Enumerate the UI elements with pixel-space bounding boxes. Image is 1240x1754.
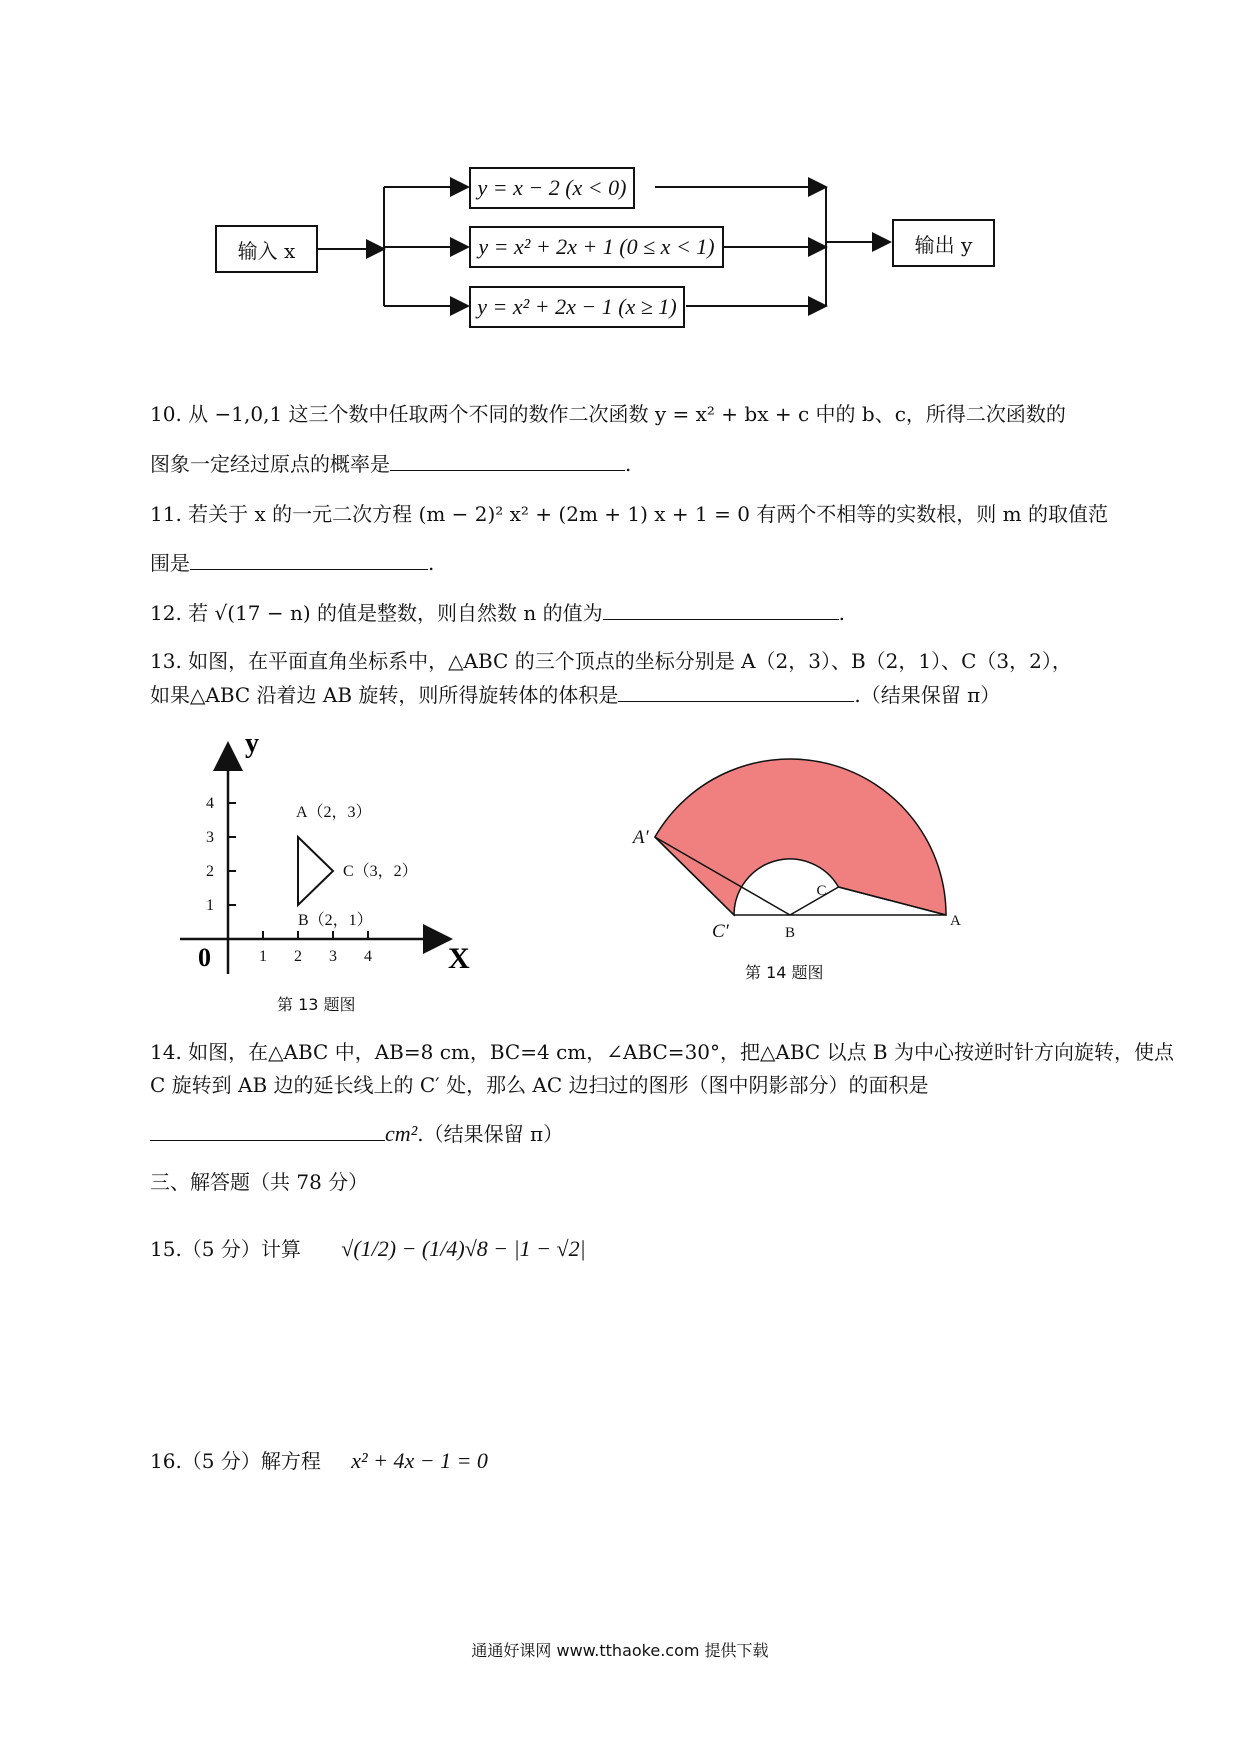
flowchart-input-label: 输入 x <box>237 238 296 263</box>
point-label-A: A（2，3） <box>296 804 372 821</box>
page-footer: 通通好课网 www.tthaoke.com 提供下载 <box>471 1641 769 1660</box>
q12-line1 <box>150 597 845 626</box>
q10-end: . <box>625 452 632 476</box>
q12-answer-blank[interactable] <box>603 601 839 620</box>
q10-line2-text: 图象一定经过原点的概率是 <box>150 452 390 476</box>
flowchart-branch-2 <box>469 226 724 268</box>
q16-line <box>150 1445 488 1474</box>
y-tick-label-2: 2 <box>206 863 214 880</box>
q13-answer-blank[interactable] <box>618 683 854 702</box>
point-label-C: C（3，2） <box>343 863 418 880</box>
x-tick-label-3: 3 <box>329 948 337 965</box>
q13-line2 <box>150 679 1000 708</box>
q10-line2 <box>150 448 631 477</box>
flowchart-output-label: 输出 y <box>914 232 973 257</box>
figure-14-diagram <box>630 760 961 950</box>
x-tick-label-2: 2 <box>294 948 302 965</box>
q16-label: 16.（5 分）解方程 <box>150 1449 321 1473</box>
label-a: A <box>950 913 961 929</box>
y-axis-label: y <box>245 728 259 759</box>
q13-end: .（结果保留 π） <box>854 683 1001 707</box>
q10-line1: 10. 从 −1,0,1 这三个数中任取两个不同的数作二次函数 y = x² + bx + c 中的 b、c，所得二次函数的 <box>150 402 1066 426</box>
figure-14-caption: 第 14 题图 <box>745 963 824 982</box>
x-tick-label-1: 1 <box>259 948 267 965</box>
y-tick-label-3: 3 <box>206 829 214 846</box>
branch-3-formula: y = x² + 2x − 1 (x ≥ 1) <box>477 294 677 319</box>
x-axis-label: X <box>448 942 470 975</box>
q11-answer-blank[interactable] <box>190 551 428 570</box>
q11-line2 <box>150 547 434 576</box>
q14-end: .（结果保留 π） <box>417 1122 564 1146</box>
y-tick-label-1: 1 <box>206 897 214 914</box>
q14-line3 <box>150 1118 563 1147</box>
q13-line1: 13. 如图，在平面直角坐标系中，△ABC 的三个顶点的坐标分别是 A（2，3）、B（2，1）、C（3，2）， <box>150 649 1072 673</box>
label-c-prime: C′ <box>712 921 729 942</box>
point-label-B: B（2，1） <box>298 912 373 929</box>
flowchart-branch-3 <box>469 286 685 328</box>
x-tick-label-4: 4 <box>364 948 372 965</box>
q13-line2-text: 如果△ABC 沿着边 AB 旋转，则所得旋转体的体积是 <box>150 683 619 707</box>
q15-label: 15.（5 分）计算 <box>150 1237 301 1261</box>
q14-answer-blank[interactable] <box>150 1122 385 1141</box>
q12-text: 12. 若 √(17 − n) 的值是整数，则自然数 n 的值为 <box>150 601 603 625</box>
q15-expression: √(1/2) − (1/4)√8 − |1 − √2| <box>341 1236 586 1261</box>
branch-2-formula: y = x² + 2x + 1 (0 ≤ x < 1) <box>478 234 715 259</box>
origin-label: 0 <box>198 943 211 972</box>
flowchart-input-box <box>215 225 318 273</box>
q11-line2-text: 围是 <box>150 551 190 575</box>
label-c: C <box>816 883 827 899</box>
q12-end: . <box>838 601 845 625</box>
flowchart-branch-1 <box>469 167 635 209</box>
figure-13-caption: 第 13 题图 <box>277 995 356 1014</box>
swept-region <box>655 759 946 915</box>
q10-answer-blank[interactable] <box>390 452 625 471</box>
q14-line1: 14. 如图，在△ABC 中，AB=8 cm，BC=4 cm，∠ABC=30°，把△ABC 以点 B 为中心按逆时针方向旋转，使点 <box>150 1040 1174 1064</box>
branch-1-formula: y = x − 2 (x < 0) <box>477 175 627 200</box>
q14-unit: cm² <box>385 1121 418 1146</box>
y-tick-label-4: 4 <box>206 795 214 812</box>
q11-line1: 11. 若关于 x 的一元二次方程 (m − 2)² x² + (2m + 1) x + 1 = 0 有两个不相等的实数根，则 m 的取值范 <box>150 502 1108 526</box>
label-a-prime: A′ <box>632 827 649 848</box>
q15-line <box>150 1233 586 1262</box>
q16-expression: x² + 4x − 1 = 0 <box>351 1448 488 1473</box>
flowchart-output-box <box>892 219 995 267</box>
figure-13-coordinate-plane <box>170 720 470 980</box>
q11-end: . <box>428 551 435 575</box>
triangle-abc <box>298 837 333 905</box>
q14-line2: C 旋转到 AB 边的延长线上的 C′ 处，那么 AC 边扫过的图形（图中阴影部分）的面积是 <box>150 1073 929 1097</box>
label-b: B <box>785 925 796 941</box>
section-3-title: 三、解答题（共 78 分） <box>150 1170 369 1194</box>
